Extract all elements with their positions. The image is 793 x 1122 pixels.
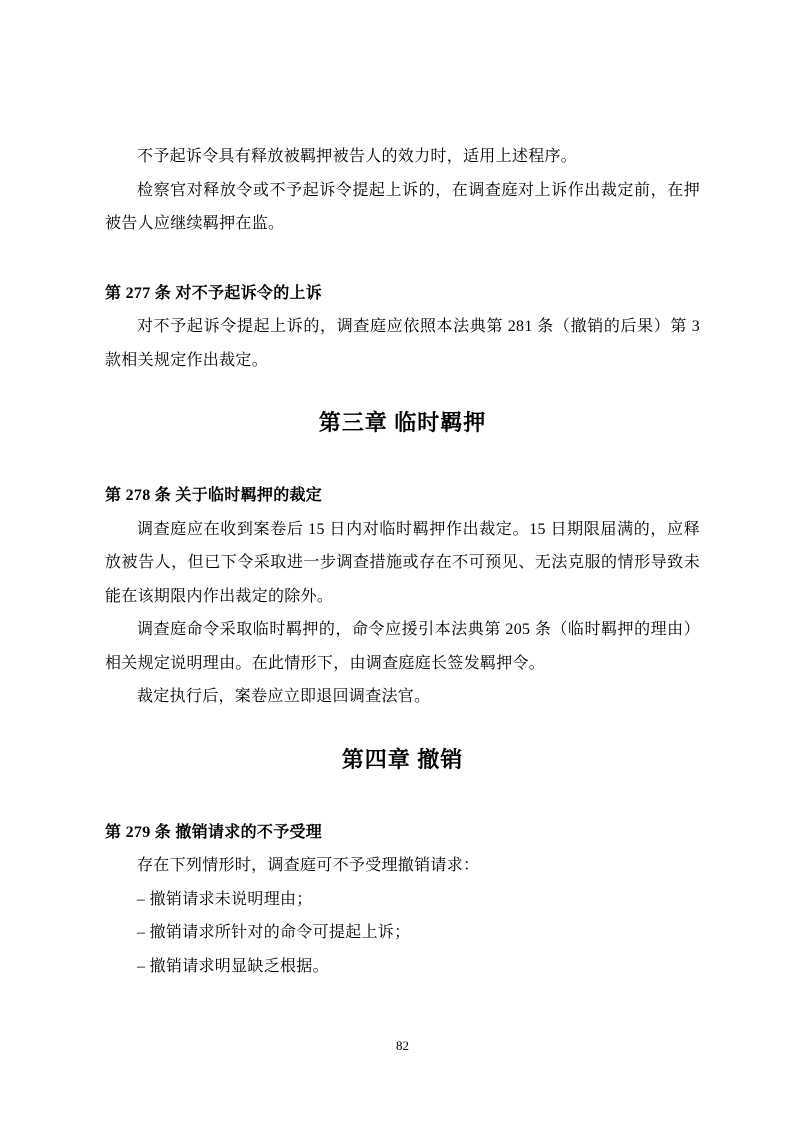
article-heading: 第 279 条 撤销请求的不予受理 bbox=[105, 823, 323, 841]
list-item: – 撤销请求未说明理由； bbox=[137, 890, 313, 908]
paragraph: 存在下列情形时，调查庭可不予受理撤销请求： bbox=[137, 857, 480, 874]
document-body bbox=[105, 140, 700, 983]
list-item: – 撤销请求所针对的命令可提起上诉； bbox=[137, 924, 411, 941]
paragraph: 裁定执行后，案卷应立即退回调查法官。 bbox=[137, 688, 431, 705]
paragraph: 调查庭命令采取临时羁押的，命令应援引本法典第 205 条（临时羁押的理由）相关规定说明理由。在此情形下，由调查庭庭长签发羁押令。 bbox=[105, 621, 700, 672]
article-heading: 第 277 条 对不予起诉令的上诉 bbox=[105, 284, 323, 302]
paragraph: 检察官对释放令或不予起诉令提起上诉的，在调查庭对上诉作出裁定前，在押被告人应继续羁押在监。 bbox=[105, 181, 700, 232]
paragraph: 不予起诉令具有释放被羁押被告人的效力时，适用上述程序。 bbox=[137, 148, 578, 165]
paragraph: 对不予起诉令提起上诉的，调查庭应依照本法典第 281 条（撤销的后果）第 3 款相关规定作出裁定。 bbox=[105, 318, 700, 369]
paragraph: 调查庭应在收到案卷后 15 日内对临时羁押作出裁定。15 日期限届满的，应释放被告人，但已下令采取进一步调查措施或存在不可预见、无法克服的情形导致未能在该期限内作出裁定的除外。 bbox=[105, 520, 700, 605]
list-item: – 撤销请求明显缺乏根据。 bbox=[137, 957, 329, 975]
page-number: 82 bbox=[396, 1038, 409, 1053]
chapter-heading: 第三章 临时羁押 bbox=[318, 410, 487, 435]
chapter-heading: 第四章 撤销 bbox=[341, 746, 464, 772]
article-heading: 第 278 条 关于临时羁押的裁定 bbox=[105, 487, 323, 504]
